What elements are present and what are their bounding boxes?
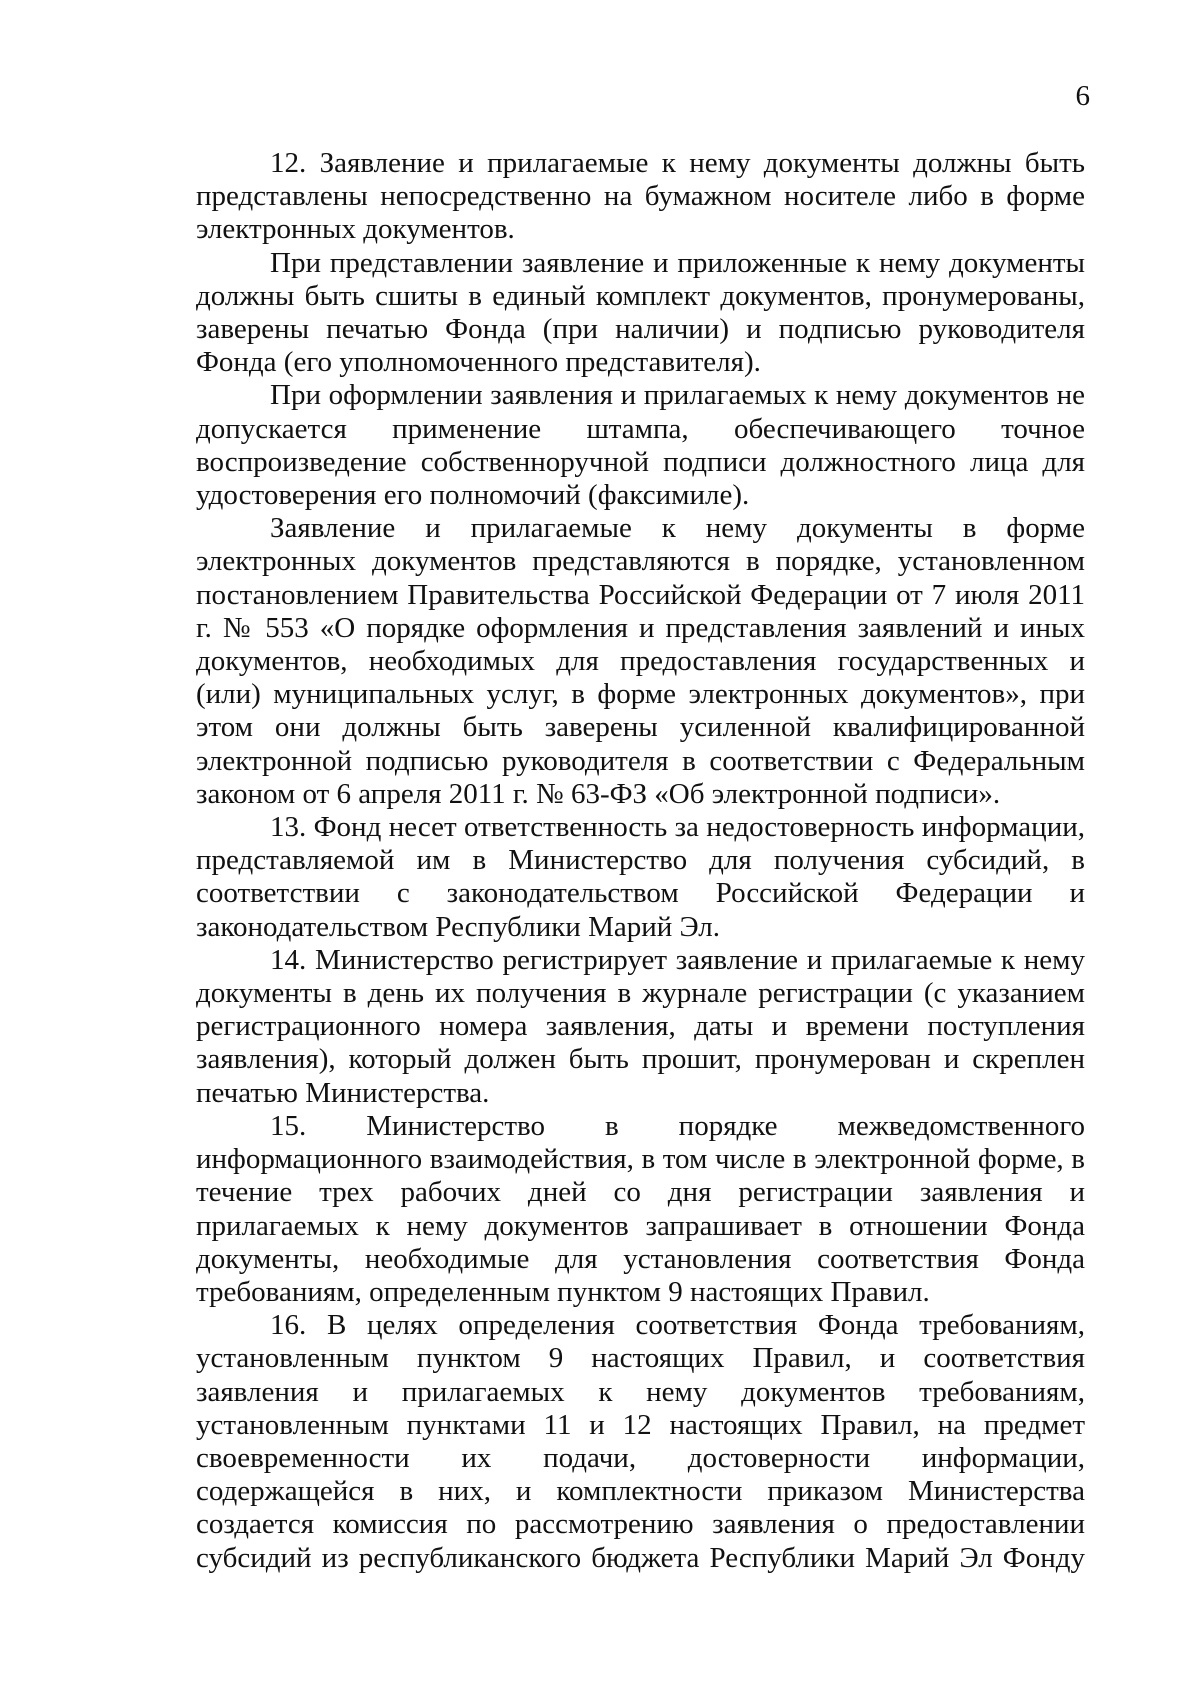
paragraph-16: 16. В целях определения соответствия Фонда требованиям, установленным пунктом 9 настоящих Правил, и соответствия заявления и прилагаемых к нему документов требованиям, установленным пунктами 11 и 12 настоящих Правил, на предмет своевременности их подачи, достоверности информации, содержащейся в них, и комплектности приказом Министерства создается комиссия по рассмотрению заявления о предоставлении субсидий из республиканского бюджета Республики Марий Эл Фонду: [196, 1309, 1085, 1574]
page-number: 6: [1075, 80, 1090, 112]
paragraph-12: 12. Заявление и прилагаемые к нему документы должны быть представлены непосредственно на бумажном носителе либо в форме электронных документов.: [196, 147, 1085, 246]
paragraph-12-submission: При представлении заявление и приложенные к нему документы должны быть сшиты в единый комплект документов, пронумерованы, заверены печатью Фонда (при наличии) и подписью руководителя Фонда (его уполномоченного представителя).: [196, 246, 1085, 379]
paragraph-12-electronic: Заявление и прилагаемые к нему документы в форме электронных документов представляются в порядке, установленном постановлением Правительства Российской Федерации от 7 июля 2011 г. № 553 «О порядке оформления и представления заявлений и иных документов, необходимых для предоставления государственных и (или) муниципальных услуг, в форме электронных документов», при этом они должны быть заверены усиленной квалифицированной электронной подписью руководителя в соответствии с Федеральным законом от 6 апреля 2011 г. № 63-ФЗ «Об электронной подписи».: [196, 512, 1085, 810]
paragraph-13: 13. Фонд несет ответственность за недостоверность информации, представляемой им в Министерство для получения субсидий, в соответствии с законодательством Российской Федерации и законодательством Республики Марий Эл.: [196, 811, 1085, 943]
paragraph-12-facsimile: При оформлении заявления и прилагаемых к нему документов не допускается применение штампа, обеспечивающего точное воспроизведение собственноручной подписи должностного лица для удостоверения его полномочий (факсимиле).: [196, 379, 1085, 512]
document-body: [196, 147, 1085, 1575]
paragraph-15: 15. Министерство в порядке межведомственного информационного взаимодействия, в том числе в электронной форме, в течение трех рабочих дней со дня регистрации заявления и прилагаемых к нему документов запрашивает в отношении Фонда документы, необходимые для установления соответствия Фонда требованиям, определенным пунктом 9 настоящих Правил.: [196, 1109, 1085, 1308]
paragraph-14: 14. Министерство регистрирует заявление и прилагаемые к нему документы в день их получения в журнале регистрации (с указанием регистрационного номера заявления, даты и времени поступления заявления), который должен быть прошит, пронумерован и скреплен печатью Министерства.: [196, 943, 1085, 1109]
